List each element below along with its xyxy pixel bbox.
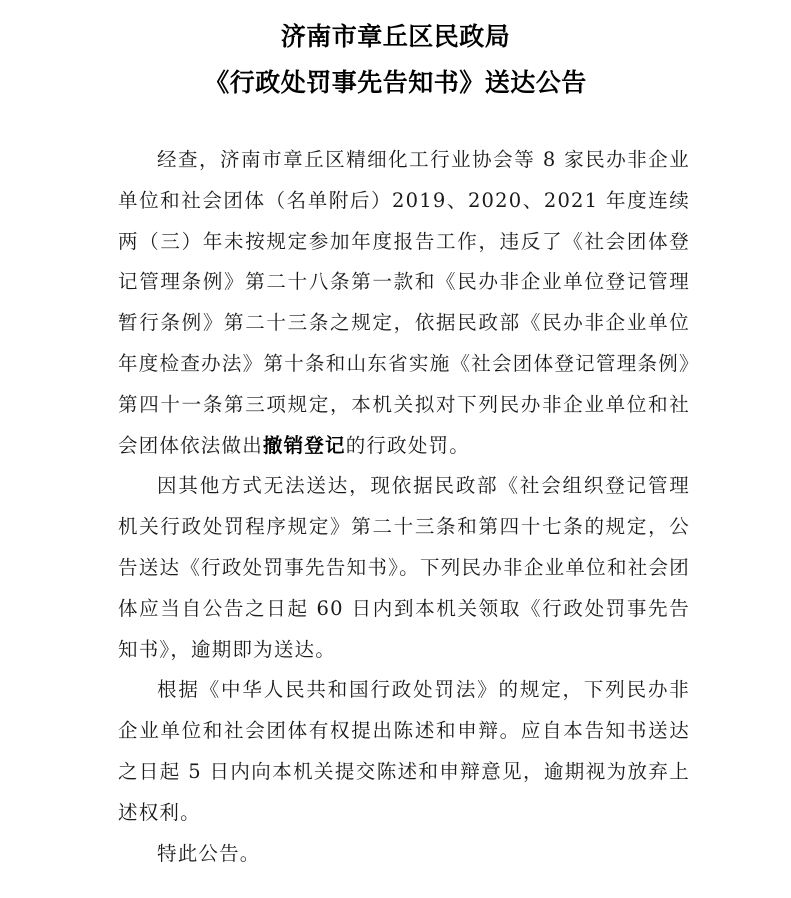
notice-body bbox=[118, 140, 690, 874]
paragraph-findings bbox=[118, 140, 690, 466]
notice-header bbox=[0, 14, 791, 106]
findings-tail: 的行政处罚。 bbox=[345, 433, 470, 457]
penalty-term: 撤销登记 bbox=[262, 433, 346, 457]
issuer-title: 济南市章丘区民政局 bbox=[280, 22, 511, 51]
paragraph-service-basis: 因其他方式无法送达，现依据民政部《社会组织登记管理机关行政处罚程序规定》第二十三条和第四十七条的规定，公告送达《行政处罚事先告知书》。下列民办非企业单位和社会团体应当自公告之日起 60 日内到本机关领取《行政处罚事先告知书》，逾期即为送达。 bbox=[118, 474, 690, 661]
paragraph-closing: 特此公告。 bbox=[157, 841, 261, 865]
findings-text: 经查，济南市章丘区精细化工行业协会等 8 家民办非企业单位和社会团体（名单附后）2019、2020、2021 年度连续两（三）年未按规定参加年度报告工作，违反了《社会团体登记管理条例》第二十八条第一款和《民办非企业单位登记管理暂行条例》第二十三条之规定，依据民政部《民办非企业单位年度检查办法》第十条和山东省实施《社会团体登记管理条例》第四十一条第三项规定，本机关拟对下列民办非企业单位和社会团体依法做出 bbox=[118, 148, 690, 457]
notice-title: 《行政处罚事先告知书》送达公告 bbox=[204, 68, 587, 97]
paragraph-rights: 根据《中华人民共和国行政处罚法》的规定，下列民办非企业单位和社会团体有权提出陈述和申辩。应自本告知书送达之日起 5 日内向本机关提交陈述和申辩意见，逾期视为放弃上述权利。 bbox=[118, 678, 690, 824]
